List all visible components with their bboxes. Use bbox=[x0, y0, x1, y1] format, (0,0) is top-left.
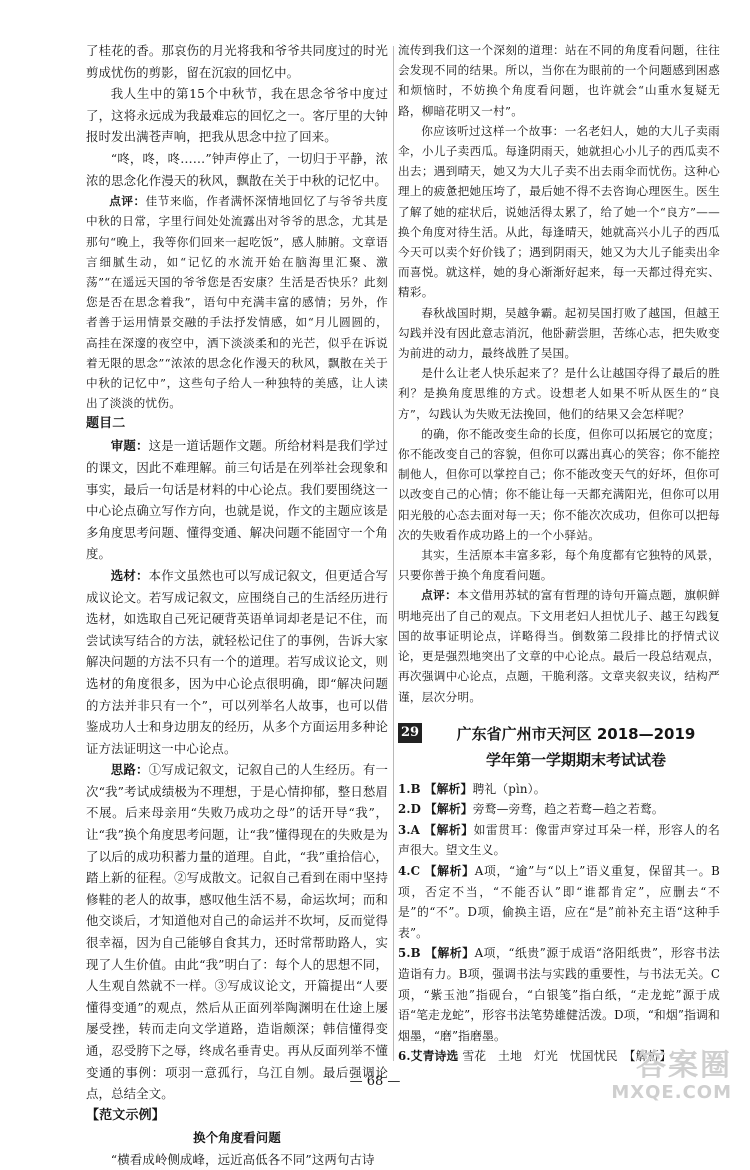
paragraph: 我人生中的第15个中秋节，我在思念爷爷中度过了，这将永远成为我最难忘的回忆之一。客厅里的大钟报时发出满苍声响，把我从思念中拉了回来。 bbox=[86, 86, 388, 145]
paragraph: 是什么让老人快乐起来了？是什么让越国夺得了最后的胜利？是换角度思维的方式。设想老人如果不听从医生的“良方”，勾践认为失败无法挽回，他们的结果又会怎样呢？ bbox=[398, 366, 720, 421]
paragraph: 的确，你不能改变生命的长度，但你可以拓展它的宽度；你不能改变自己的容貌，但你可以露出真心的笑容；你不能控制他人，但你可以掌控自己；你不能改变天气的好坏，但你可以改变自己的心情；你不能让每一天都充满阳光，但你可以用阳光般的心态去面对每一天；你不能次次成功，但你可以把每次的失败看作成功路上的一个小驿站。 bbox=[398, 426, 720, 542]
shenti-paragraph bbox=[86, 435, 388, 565]
review-paragraph bbox=[398, 585, 720, 706]
shenti-text: 这是一道话题作文题。所给材料是我们学过的课文，因此不难理解。前三句话是在列举社会现象和事实，最后一句话是材料的中心论点。我们要围绕这一中心论点确立写作方向，也就是说，作文的主题应该是多角度思考问题、懂得变通、解决问题不能固守一个角度。 bbox=[86, 438, 388, 562]
paragraph: 了桂花的香。那哀伤的月光将我和爷爷共同度过的时光剪成忧伤的剪影，留在沉寂的回忆中。 bbox=[86, 43, 388, 80]
shenti-label: 审题： bbox=[110, 438, 149, 454]
watermark-logo: 答案圈 bbox=[636, 1048, 732, 1083]
fanwen-heading: 【范文示例】 bbox=[86, 1107, 165, 1123]
paragraph: 其实，生活原本丰富多彩，每个角度都有它独特的风景，只要你善于换个角度看问题。 bbox=[398, 548, 720, 583]
answer-list bbox=[398, 779, 720, 1067]
xuancai-text: 本作文虽然也可以写成记叙文，但更适合写成议论文。若写成记叙文，应围绕自己的生活经历进行选材，如选取自己死记硬背英语单词却老是记不住，而尝试读写结合的方法，就轻松记住了的事例，告诉大家解决问题的方法不只有一个的道理。若写成议论文，则选材的角度很多，因为中心论点很明确，即“解决问题的方法并非只有一个”，可以列举名人故事，也可以借鉴成功人士和身边朋友的经历，从多个方面运用多种论证方法证明这一中心论点。 bbox=[86, 567, 388, 756]
silu-text: ①写成记叙文，记叙自己的人生经历。有一次“我”考试成绩极为不理想，于是心情抑郁，整日愁眉不展。后来母亲用“失败乃成功之母”的话开导“我”，让“我”换个角度思考问题，让“我”懂得现在的失败是为了以后的成功积蓄力量的道理。自此，“我”重拾信心，踏上新的征程。②写成散文。记叙自己看到在雨中坚持修鞋的老人的故事，感叹他生活不易，命运坎坷；而和他交谈后，才知道他对自己的命运并不坎坷，反而觉得很幸福，因为自己能够自食其力，还时常帮助路人，实现了人生价值。由此“我”明白了：每个人的思想不同，人生观自然就不一样。③写成议论文，开篇提出“人要懂得变通”的观点，然后从正面列举陶渊明在仕途上屡屡受挫，转而走向文学道路，造诣颇深；韩信懂得变通，忍受胯下之辱，终成名垂青史。再从反面列举不懂变通的事例：项羽一意孤行，乌江自刎。最后强调论点，总结全文。 bbox=[86, 762, 388, 1102]
review-label: 点评： bbox=[109, 194, 146, 209]
answer-item: 6.艾青诗选 雪花 土地 灯光 忧国忧民 【解析】 bbox=[398, 1049, 672, 1064]
exam-title-line-1: 广东省广州市天河区 2018—2019 bbox=[456, 724, 696, 743]
paragraph: 你应该听过这样一个故事：一名老妇人，她的大儿子卖雨伞，小儿子卖西瓜。每逢阴雨天，她就担心小儿子的西瓜卖不出去；遇到晴天，她又为大儿子卖不出去雨伞而忧伤。这种心理上的疲惫把她压垮了，最后她不得不去咨询心理医生。医生了解了她的症状后，说她活得太累了，给了她一个“良方”——换个角度对待生活。从此，每逢晴天，她就高兴小儿子的西瓜今天可以卖个好价钱了；遇到阴雨天，她又为大儿子能卖出伞而喜悦。就这样，她的身心渐渐好起来，每一天都过得充实、精彩。 bbox=[398, 123, 720, 300]
review-text: 佳节来临，作者满怀深情地回忆了与爷爷共度中秋的日常，字里行间处处流露出对爷爷的思念，尤其是那句“晚上，我等你们回来一起吃饭”，感人肺腑。文章语言细腻生动，如“记忆的水流开始在脑海里汇聚、激荡”“在遥远天国的爷爷您是否安康？生活是否快乐？此刻您是否在思念着我”，语句中充满丰富的感情；另外，作者善于运用情景交融的手法抒发情感，如“月儿圆圆的，高挂在深邃的夜空中，洒下淡淡柔和的光芒，似乎在诉说着无限的思念”“浓浓的思念化作漫天的秋风，飘散在关于中秋的记忆中”，这些句子给人一种独特的美感，让人读出了淡淡的忧伤。 bbox=[86, 194, 388, 411]
review-text: 本文借用苏轼的富有哲理的诗句开篇点题，旗帜鲜明地亮出了自己的观点。下文用老妇人担忧儿子、越王勾践复国的故事证明论点，详略得当。倒数第二段排比的抒情式议论，更是强烈地突出了文章的中心论点。最后一段总结观点，再次强调中心论点，点题，干脆利落。文章夹叙夹议，结构严谨，层次分明。 bbox=[398, 588, 720, 704]
xuancai-label: 选材： bbox=[110, 567, 149, 583]
answer-item: 5.B 【解析】A项，“纸贵”源于成语“洛阳纸贵”，形容书法造诣有力。B项，强调书法与实践的重要性，与书法无关。C项，“紫玉池”指砚台，“白银笺”指白纸，“走龙蛇”源于成语“笔走龙蛇”，形容书法笔势雄健活泼。D项，“和烟”指调和烟墨，“磨”指磨墨。 bbox=[398, 946, 720, 1043]
analysis-tag: 【解析】 bbox=[424, 781, 473, 796]
page-number: — 68 — bbox=[349, 1074, 401, 1089]
exam-title bbox=[432, 721, 720, 773]
analysis-tag: 【解析】 bbox=[424, 864, 475, 879]
left-column bbox=[86, 40, 388, 1170]
analysis-tag: 【解析】 bbox=[425, 946, 475, 961]
question-heading: 题目二 bbox=[86, 416, 126, 432]
silu-label: 思路： bbox=[110, 762, 149, 778]
essay-title: 换个角度看问题 bbox=[193, 1129, 281, 1145]
exam-title-line-2: 学年第一学期期末考试试卷 bbox=[485, 750, 666, 769]
analysis-tag: 【解析】 bbox=[424, 822, 474, 837]
answer-item: 1.B 【解析】聘礼（pìn）。 bbox=[398, 781, 546, 796]
answer-item: 4.C 【解析】A项，“逾”与“以上”语义重复，保留其一。B项，否定不当，“不能否认”即“谁都肯定”，应删去“不是”的“不”。D项，偷换主语，应在“是”前补充主语“这种手表”。 bbox=[398, 864, 720, 940]
review-paragraph bbox=[86, 191, 388, 413]
silu-paragraph bbox=[86, 759, 388, 1105]
column-divider bbox=[393, 46, 394, 1061]
watermark bbox=[611, 1050, 732, 1103]
analysis-tag: 【解析】 bbox=[424, 802, 473, 817]
review-label: 点评： bbox=[421, 588, 458, 603]
answer-item: 2.D 【解析】旁鹜—旁骛，趋之若鹜—趋之若鹜。 bbox=[398, 802, 664, 817]
exam-number-badge: 29 bbox=[398, 723, 422, 743]
exam-header bbox=[398, 721, 720, 773]
paragraph: “咚，咚，咚……”钟声停止了，一切归于平静，浓浓的思念化作漫天的秋风，飘散在关于中秋的记忆中。 bbox=[86, 150, 388, 188]
watermark-url: MXQE.COM bbox=[611, 1082, 732, 1103]
paragraph: “横看成岭侧成峰，远近高低各不同”这两句古诗 bbox=[110, 1151, 375, 1167]
answer-item: 3.A 【解析】如雷贯耳：像雷声穿过耳朵一样，形容人的名声很大。望文生义。 bbox=[398, 822, 720, 858]
paragraph: 流传到我们这一个深刻的道理：站在不同的角度看问题，往往会发现不同的结果。所以，当你在为眼前的一个问题感到困惑和烦恼时，不妨换个角度看问题，也许就会“山重水复疑无路，柳暗花明又一村”。 bbox=[398, 43, 720, 118]
right-column bbox=[398, 40, 720, 1067]
xuancai-paragraph bbox=[86, 565, 388, 759]
paragraph: 春秋战国时期，吴越争霸。起初吴国打败了越国，但越王勾践并没有因此意志消沉，他卧薪尝胆，苦练心志，把失败变为前进的动力，最终战胜了吴国。 bbox=[398, 305, 720, 361]
